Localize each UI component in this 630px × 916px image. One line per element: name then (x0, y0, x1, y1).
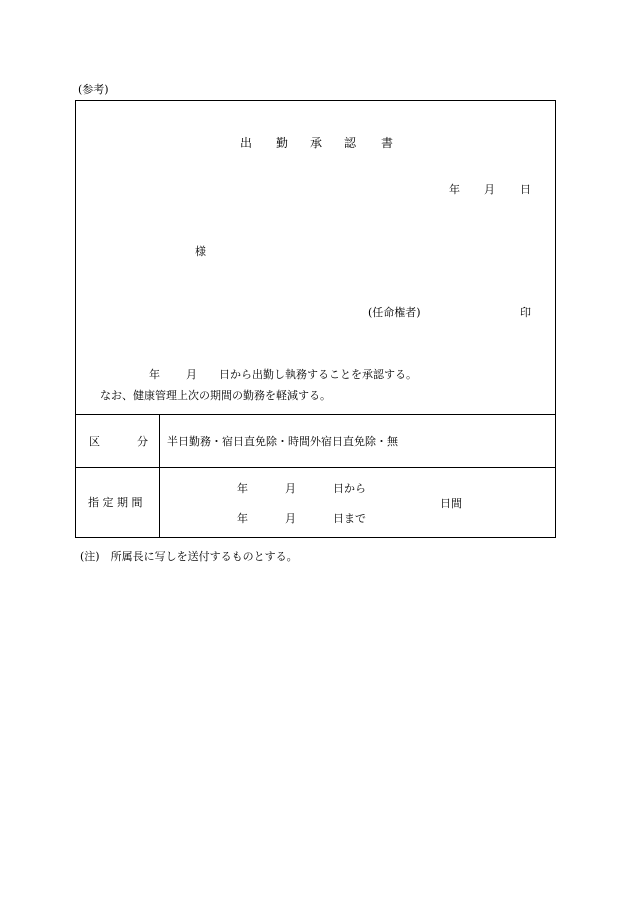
approval-form-frame (75, 100, 556, 538)
work-reduction-statement: なお、健康管理上次の期間の勤務を軽減する。 (100, 389, 331, 402)
addressee-suffix: 様 (195, 245, 206, 258)
start-month-label: 月 (285, 482, 296, 495)
title-char: 承 (310, 136, 323, 150)
body-approval-text: 日から出勤し執務することを承認する。 (219, 368, 417, 381)
table-column-divider (159, 414, 160, 538)
title-char: 認 (344, 136, 357, 150)
category-label-char: 分 (137, 435, 148, 448)
reference-note: (参考) (78, 83, 109, 96)
body-year-label: 年 (149, 368, 160, 381)
end-day-label: 日まで (333, 512, 366, 525)
end-month-label: 月 (285, 512, 296, 525)
title-char: 書 (381, 136, 394, 150)
period-days-label: 日間 (440, 497, 462, 510)
end-year-label: 年 (237, 512, 248, 525)
category-options: 半日勤務・宿日直免除・時間外宿日直免除・無 (167, 435, 398, 448)
designated-period-label: 指 定 期 間 (88, 496, 143, 509)
table-row-divider (75, 467, 556, 468)
footnote: (注) 所属長に写しを送付するものとする。 (80, 550, 298, 563)
date-day-label: 日 (520, 183, 531, 196)
title-char: 出 (240, 136, 253, 150)
body-month-label: 月 (186, 368, 197, 381)
title-char: 勤 (276, 136, 289, 150)
date-year-label: 年 (449, 183, 460, 196)
start-year-label: 年 (237, 482, 248, 495)
appointer-label: (任命権者) (368, 306, 421, 319)
date-month-label: 月 (484, 183, 495, 196)
start-day-label: 日から (333, 482, 366, 495)
table-top-border (75, 414, 556, 415)
seal-mark: 印 (520, 306, 531, 319)
category-label-char: 区 (89, 435, 100, 448)
